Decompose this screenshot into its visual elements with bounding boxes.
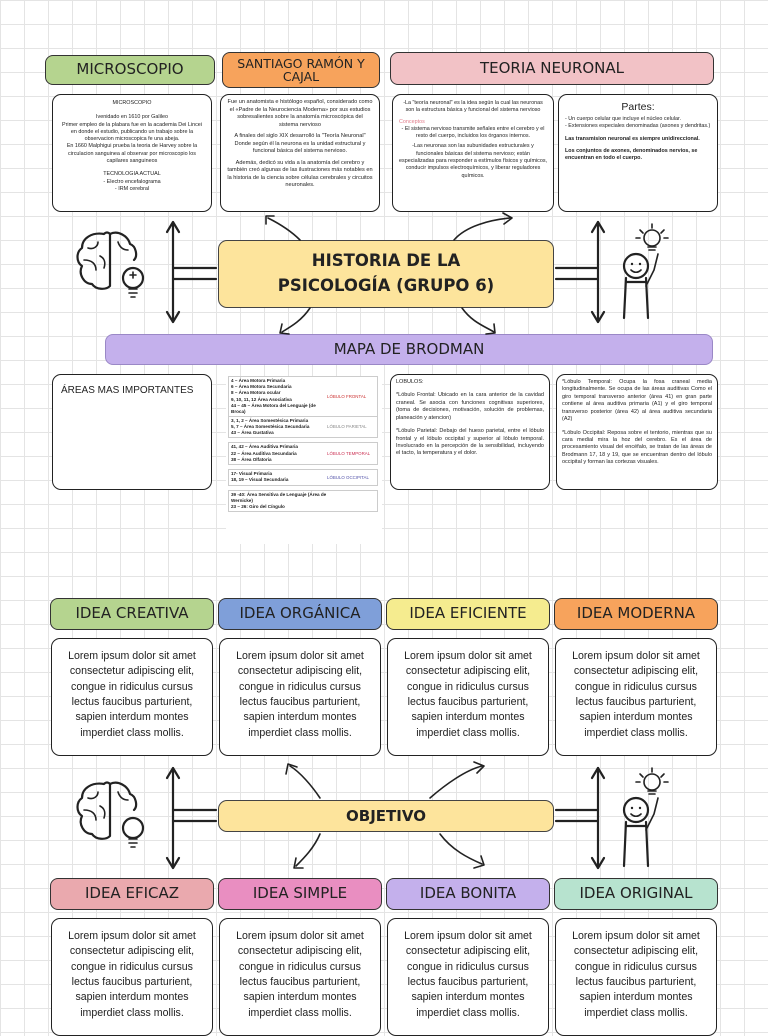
brodmann-lobe-label: LÓBULO PARIETAL — [327, 424, 367, 430]
brodmann-lobe-label — [327, 492, 375, 511]
brodmann-lobe-label: LÓBULO OCCIPITAL — [327, 474, 369, 480]
microscopio-label: MICROSCOPIO — [45, 55, 215, 85]
brodmann-lobe-label: LÓBULO TEMPORAL — [327, 451, 371, 457]
brodmann-row: 9, 10, 11, 12 Área Asociativa — [231, 396, 292, 402]
brodmann-group — [228, 490, 378, 513]
brodmann-lobe-label: LÓBULO FRONTAL — [327, 394, 367, 400]
partes-item: - Un cuerpo celular que incluye el núcleo celular. — [565, 116, 681, 122]
brodman-label: MAPA DE BRODMAN — [105, 334, 713, 365]
microscopio-box-title: MICROSCOPIO — [112, 100, 152, 106]
brodmann-row: 5, 7 – Área Somestésica Secundaria — [231, 423, 310, 429]
tech-item: - Electro encefalograma — [103, 178, 161, 185]
person-idea-icon — [624, 768, 668, 866]
brodmann-group — [228, 442, 378, 465]
idea-box: Lorem ipsum dolor sit amet consectetur adipiscing elit, congue in ridiculus cursus lectus faucibus parturient, sapien interdum montes imperdiet class mollis. — [219, 638, 381, 756]
brodmann-row: 6 – Área Motora Secundaria — [231, 384, 292, 390]
partes-title: Partes: — [621, 101, 655, 113]
brain-bulb-icon — [78, 783, 144, 848]
idea-label: IDEA SIMPLE — [218, 878, 382, 910]
historia-title-box: HISTORIA DE LA PSICOLOGÍA (GRUPO 6) — [218, 240, 554, 308]
concept-item: - El sistema nervioso transmite señales entre el cerebro y el resto del cuerpo, incluidos los órganos internos. — [401, 125, 545, 140]
brodmann-area-list — [226, 376, 382, 544]
idea-label: IDEA EFICAZ — [50, 878, 214, 910]
microscopio-box — [52, 94, 212, 212]
frontal-text: *Lóbulo Frontal: Ubicado en la cara anterior de la cavidad craneal. Se asocia con funciones cognitivas superiores,(toma de decisiones, motivación, solución de problemas, planeación y atencion) — [396, 392, 544, 421]
idea-box: Lorem ipsum dolor sit amet consectetur adipiscing elit, congue in ridiculus cursus lectus faucibus parturient, sapien interdum montes imperdiet class mollis. — [555, 638, 717, 756]
partes-bold: Las transmision neuronal es siempre unidireccional. — [565, 135, 700, 142]
santiago-p2: A finales del siglo XIX desarrolló la "Teoría Neuronal" Donde según él la neurona es la unidad estructural y funcional básica del sistema nervioso. — [234, 133, 366, 155]
brodmann-row: 23 – 26: Giro del Cíngulo — [231, 504, 285, 510]
idea-label: IDEA ORIGINAL — [554, 878, 718, 910]
brodmann-group — [228, 469, 378, 485]
brodmann-row: 44 – 45 – Área Motora del Lenguaje (de Broca) — [231, 402, 316, 414]
objetivo-box: OBJETIVO — [218, 800, 554, 832]
idea-label: IDEA ORGÁNICA — [218, 598, 382, 630]
brodmann-row: 38 – Área Olfatoria — [231, 456, 272, 462]
brodmann-group — [228, 416, 378, 439]
brodmann-row: 8 – Área Motora ocular — [231, 390, 281, 396]
santiago-label: SANTIAGO RAMÓN Y CAJAL — [222, 52, 380, 88]
brodmann-row: 41, 42 – Área Auditiva Primaria — [231, 444, 298, 450]
microscopio-p1: Ivenidado en 1610 por Galileo — [96, 114, 168, 121]
temporal-text: *Lóbulo Temporal: Ocupa la fosa craneal media longitudinalmente. Se ocupa de las áreas auditivas Como el giro temporal transverso anterior (área 41) en gran parte contiene al área auditiva primaria (A1) y el giro temporal transverso posterior (área 42) al área auditiva secundaria (A2) — [562, 379, 712, 423]
partes-box — [558, 94, 718, 212]
brodmann-group — [228, 376, 378, 417]
idea-label: IDEA CREATIVA — [50, 598, 214, 630]
microscopio-p3: En 1660 Malphigui prueba la teoria de Harvey sobre la circulacion sanguinea al observar por microscopio los capilares sanguineos — [66, 143, 198, 165]
brodmann-row: 4 – Área Motora Primaria — [231, 378, 286, 383]
concepts-title: Conceptos — [399, 118, 425, 125]
brodmann-row: 43 – Área Gustativa — [231, 429, 274, 435]
idea-label: IDEA EFICIENTE — [386, 598, 550, 630]
brain-bulb-icon — [78, 233, 144, 298]
santiago-p1: Fue un anatomista e histólogo español, considerado como el «Padre de la Neurociencia Moderna» por sus estudios sobresalientes sobre la anatomía microscópica del sistema nervioso — [227, 99, 373, 128]
brodmann-row: 18, 19 – Visual Secundaria — [231, 477, 289, 483]
tech-title: TECNOLOGIA ACTUAL — [103, 171, 161, 178]
teoria-box — [392, 94, 554, 212]
idea-label: IDEA MODERNA — [554, 598, 718, 630]
person-idea-icon — [624, 224, 668, 318]
occipital-text: *Lóbulo Occipital: Reposa sobre el tentorio, mientras que su cara medial mira la hoz del cerebro. Es el área de procesamiento visual del encéfalo, se tratan de las áreas de Brodmann 17, 18 y 19, que se encuentran dentro del lóbulo occipital y forman las cortezas visuales. — [562, 429, 712, 466]
brodmann-row: 3, 1, 2 – Área Somestésica Primaria — [231, 417, 309, 423]
microscopio-p2: Primer empleo de la plabara fue en la academia Dei Lincei en donde el estudio, publicando un trabajo sobre la observacion microscopica fe una abeja. — [62, 121, 202, 143]
teoria-neuronal-label: TEORIA NEURONAL — [390, 52, 714, 85]
teoria-p1: -La "teoría neuronal" es la idea según la cual las neuronas son la estructura básica y funcional del sistema nervioso — [403, 100, 543, 114]
idea-label: IDEA BONITA — [386, 878, 550, 910]
idea-box: Lorem ipsum dolor sit amet consectetur adipiscing elit, congue in ridiculus cursus lectus faucibus parturient, sapien interdum montes imperdiet class mollis. — [51, 918, 213, 1036]
concept-item: -Las neuronas son las subunidades estructurales y funcionales básicas del sistema nervioso; están especializadas para responder a estímulos físicos y químicos, conducir impulsos electroquímicos, y liberar reguladores químicos. — [399, 143, 548, 179]
idea-box: Lorem ipsum dolor sit amet consectetur adipiscing elit, congue in ridiculus cursus lectus faucibus parturient, sapien interdum montes imperdiet class mollis. — [555, 918, 717, 1036]
brodmann-row: 17- Visual Primaria — [231, 471, 273, 477]
lobulos-title: LOBULOS: — [396, 379, 424, 385]
areas-box — [52, 374, 212, 490]
idea-box: Lorem ipsum dolor sit amet consectetur adipiscing elit, congue in ridiculus cursus lectus faucibus parturient, sapien interdum montes imperdiet class mollis. — [387, 638, 549, 756]
idea-box: Lorem ipsum dolor sit amet consectetur adipiscing elit, congue in ridiculus cursus lectus faucibus parturient, sapien interdum montes imperdiet class mollis. — [219, 918, 381, 1036]
tech-item: - IRM cerebral — [114, 185, 150, 192]
partes-item: - Extensiones especiales denominadas (axones y dendritas.) — [565, 123, 711, 130]
partes-bold: Los conjuntos de axones, denominados nervios, se encuentran en todo el cuerpo. — [565, 147, 698, 162]
lobulos-box-2 — [556, 374, 718, 490]
brodmann-row: 39 -40: Área Sensitiva de Lenguaje (Área de Wernicke) — [231, 491, 327, 504]
santiago-p3: Además, dedicó su vida a la anatomía del cerebro y también creó algunas de las ilustraciones más notables en la historia de la ciencia sobre células cerebrales y circuitos neuronales. — [227, 159, 373, 189]
parietal-text: *Lóbulo Parietal: Debajo del hueso parietal, entre el lóbulo frontal y el lóbulo occipital y superior al lóbulo temporal. Involucrado en la percepción de la sensibilidad, incluyendo el tacto, la temperatura y el dolor. — [396, 428, 544, 457]
brodmann-row: 22 – Área Auditiva Secundaria — [231, 450, 297, 456]
lobulos-box — [390, 374, 550, 490]
santiago-box — [220, 94, 380, 212]
idea-box: Lorem ipsum dolor sit amet consectetur adipiscing elit, congue in ridiculus cursus lectus faucibus parturient, sapien interdum montes imperdiet class mollis. — [51, 638, 213, 756]
idea-box: Lorem ipsum dolor sit amet consectetur adipiscing elit, congue in ridiculus cursus lectus faucibus parturient, sapien interdum montes imperdiet class mollis. — [387, 918, 549, 1036]
areas-title: ÁREAS MAS IMPORTANTES — [61, 385, 194, 396]
